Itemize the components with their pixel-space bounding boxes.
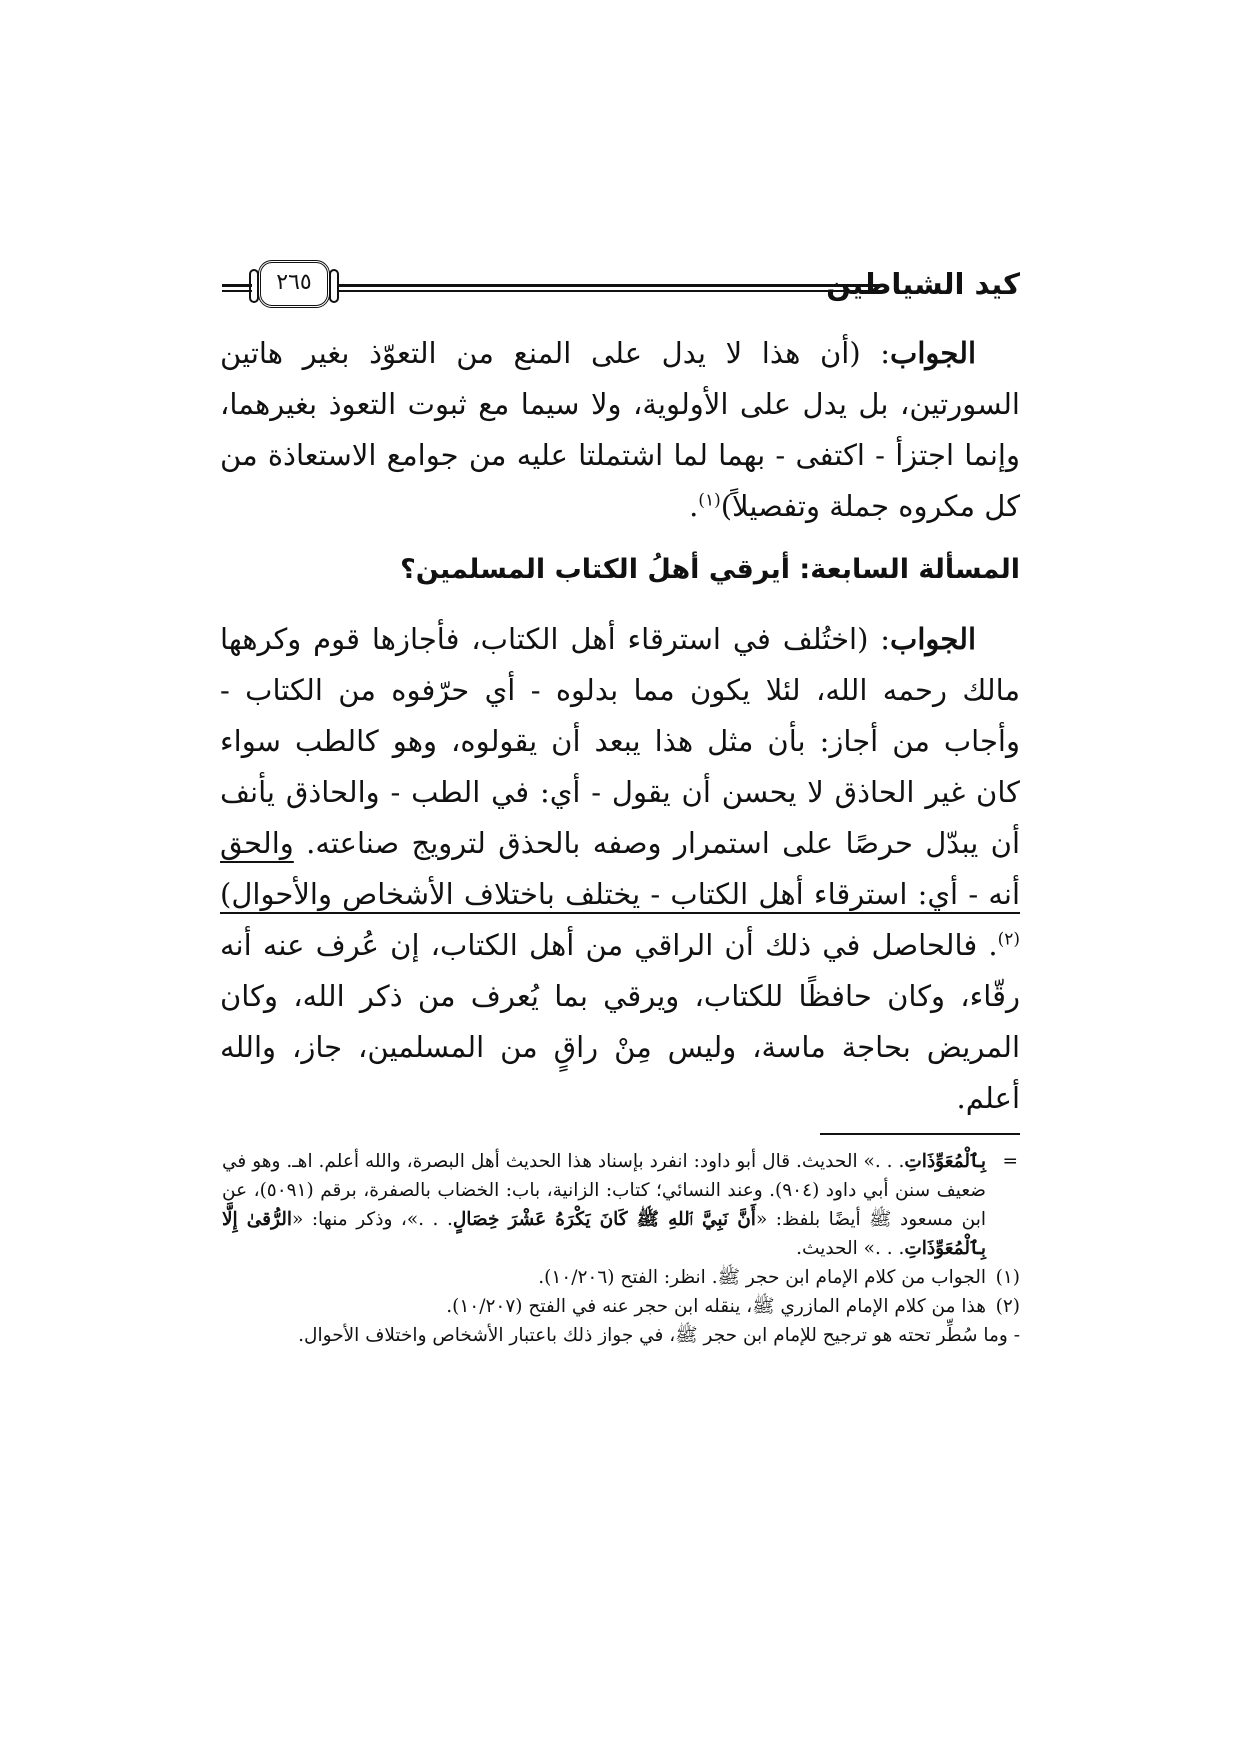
continuation-marker: = (1002, 1151, 1018, 1172)
header-rule (338, 284, 883, 292)
footnote-separator (820, 1133, 1020, 1135)
page-number: ٢٦٥ (258, 260, 330, 308)
footnotes (222, 1147, 1020, 1350)
answer-paragraph-2 (220, 614, 1020, 1124)
footnote-ref-2[interactable]: (٢) (997, 929, 1020, 950)
underlined-text: والحق أنه - أي: استرقاء أهل الكتاب - يختلف باختلاف الأشخاص والأحوال) (220, 826, 1020, 911)
footnote-ref-1[interactable]: (١) (698, 490, 721, 511)
main-text (220, 322, 1020, 1124)
answer-text: : (اختُلف في استرقاء أهل الكتاب، فأجازها قوم وكرهها مالك رحمه الله، لئلا يكون مما بدلوه - أي حرّفوه من الكتاب - وأجاب من أجاز: بأن مثل هذا يبعد أن يقولوه، وهو كالطب سواء كان غير الحاذق لا يحسن أن يقول - أي: في الطب - والحاذق يأنف أن يبدّل حرصًا على استمرار وصفه بالحذق لترويج صناعته. (220, 622, 1021, 860)
answer-label: الجواب (890, 622, 976, 656)
footnote-text: الجواب من كلام الإمام ابن حجر ﷺ. انظر: الفتح (١٠/٢٠٦). (538, 1267, 986, 1288)
footnote-text: هذا من كلام الإمام المازري ﷺ، ينقله ابن حجر عنه في الفتح (١٠/٢٠٧). (446, 1296, 986, 1317)
footnote-2 (222, 1292, 1020, 1321)
footnote-1 (222, 1263, 1020, 1292)
footnote-2-note: - وما سُطِّر تحته هو ترجيح للإمام ابن حجر ﷺ، في جواز ذلك باعتبار الأشخاص واختلاف الأحوال. (298, 1325, 1020, 1346)
answer-text: : (أن هذا لا يدل على المنع من التعوّذ بغير هاتين السورتين، بل يدل على الأولوية، ولا سيما مع ثبوت التعوذ بغيرهما، وإنما اجتزأ - اكتفى - بهما لما اشتملتا عليه من جوامع الاستعاذة من كل مكروه جملة وتفصيلاً) (220, 336, 1020, 523)
footnote-continuation: = بِٱلْمُعَوِّذَاتِ. . .» الحديث. قال أبو داود: انفرد بإسناد هذا الحديث أهل البصرة، والله أعلم. اهـ. وهو في ضعيف سنن أبي داود (٩٠٤). وعند النسائي؛ كتاب: الزانية، باب: الخضاب بالصفرة، برقم (٥٠٩١)، عن ابن مسعود ﷺ أيضًا بلفظ: «أَنَّ نَبِيَّ ٱللهِ ﷺ كَانَ يَكْرَهُ عَشْرَ خِصَالٍ. . .»، وذكر منها: «الرُّقىٰ إِلَّا بِٱلْمُعَوِّذَاتِ. . .» الحديث. (222, 1147, 1020, 1263)
answer-label: الجواب (890, 336, 976, 370)
footnote-number: (١) (995, 1267, 1020, 1288)
section-heading: المسألة السابعة: أيرقي أهلُ الكتاب المسلمين؟ (400, 554, 1020, 585)
answer-paragraph-1: الجواب: (أن هذا لا يدل على المنع من التعوّذ بغير هاتين السورتين، بل يدل على الأولوية، ولا سيما مع ثبوت التعوذ بغيرهما، وإنما اجتزأ - اكتفى - بهما لما اشتملتا عليه من جوامع الاستعاذة من كل مكروه جملة وتفصيلاً)$^{(١)}$. (220, 336, 1020, 523)
answer-text-continued: . فالحاصل في ذلك أن الراقي من أهل الكتاب، إن عُرف عنه أنه رقّاء، وكان حافظًا للكتاب، ويرقي بما يُعرف من ذكر الله، وكان المريض بحاجة ماسة، وليس مِنْ راقٍ من المسلمين، جاز، والله أعلم. (220, 928, 1021, 1115)
book-title: كيد الشياطين (826, 267, 1020, 301)
footnote-number: (٢) (995, 1296, 1020, 1317)
header-rule-end (222, 284, 252, 292)
page-header (220, 258, 1020, 318)
